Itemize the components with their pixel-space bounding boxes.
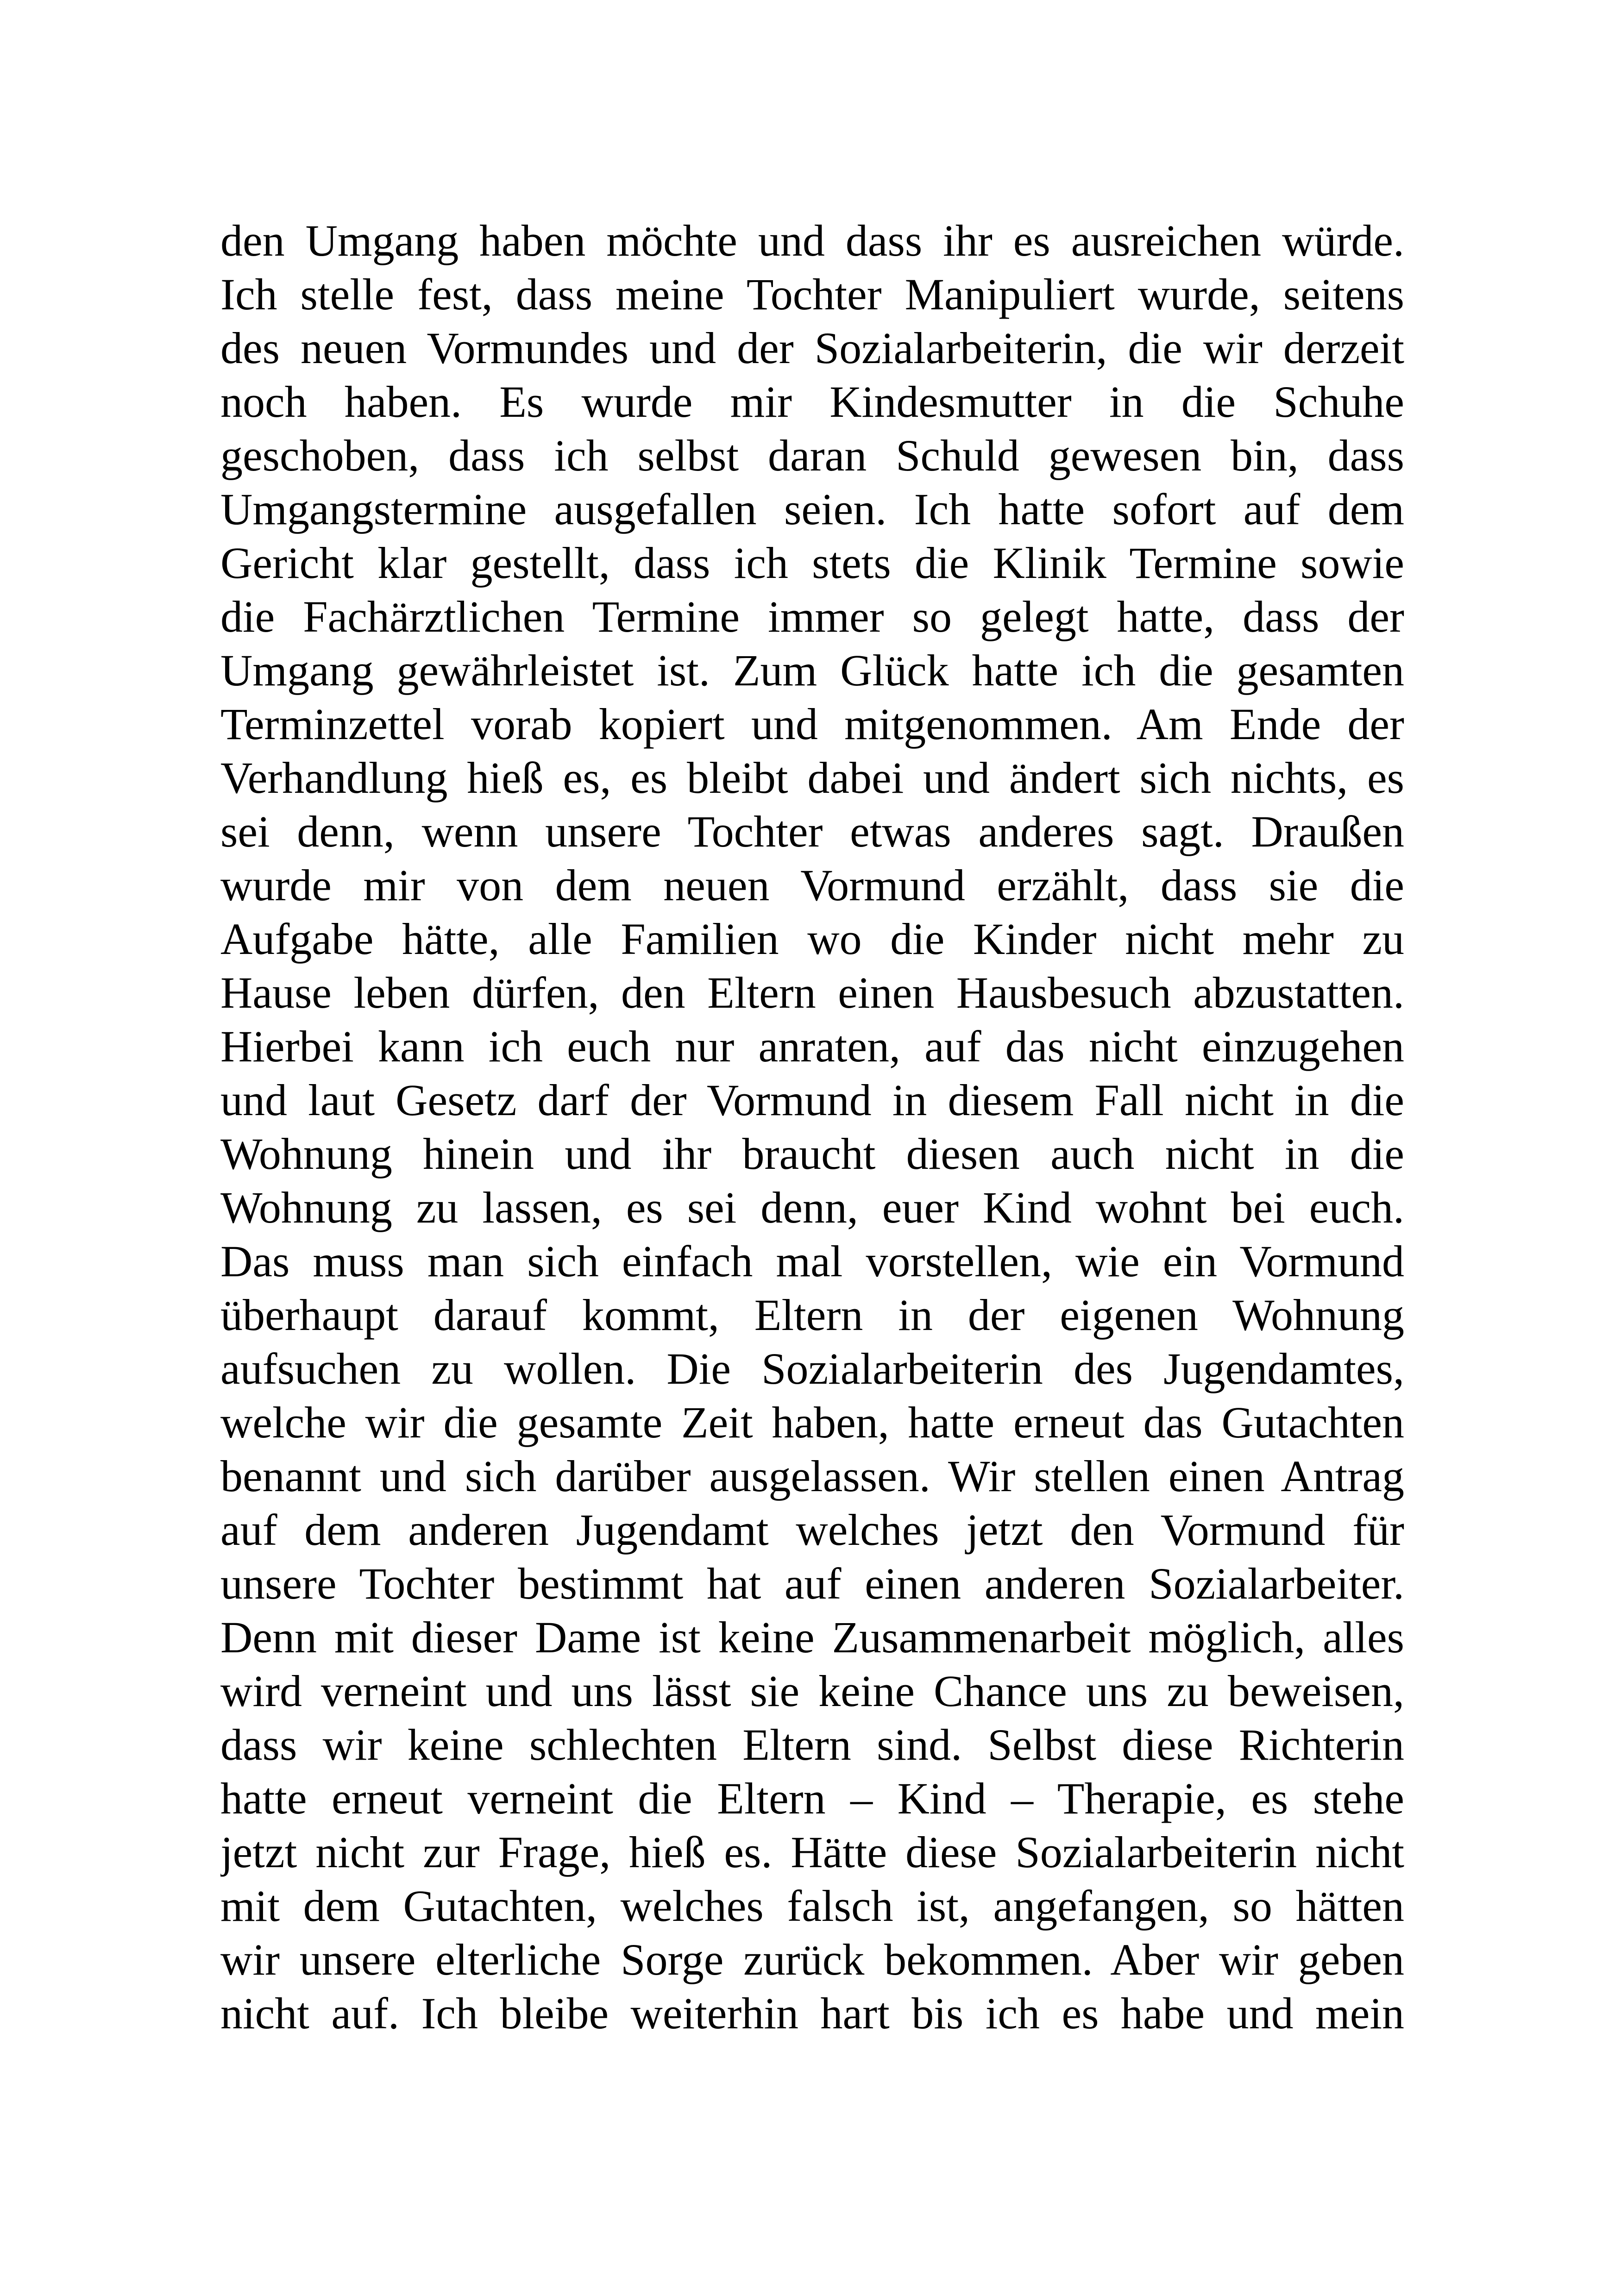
text-line: Gericht klar gestellt, dass ich stets die Klinik Termine sowie — [220, 538, 1404, 588]
text-line: des neuen Vormundes und der Sozialarbeiterin, die wir derzeit — [220, 323, 1404, 373]
text-line: auf dem anderen Jugendamt welches jetzt den Vormund für — [220, 1505, 1404, 1555]
text-line: überhaupt darauf kommt, Eltern in der eigenen Wohnung — [220, 1290, 1404, 1340]
text-line: und laut Gesetz darf der Vormund in diesem Fall nicht in die — [220, 1075, 1404, 1125]
text-line: noch haben. Es wurde mir Kindesmutter in die Schuhe — [220, 377, 1404, 427]
text-line: Das muss man sich einfach mal vorstellen, wie ein Vormund — [220, 1236, 1404, 1286]
text-line: Wohnung zu lassen, es sei denn, euer Kind wohnt bei euch. — [220, 1183, 1404, 1232]
text-line: Denn mit dieser Dame ist keine Zusammenarbeit möglich, alles — [220, 1612, 1404, 1662]
text-line: Terminzettel vorab kopiert und mitgenommen. Am Ende der — [220, 699, 1404, 749]
text-line: wurde mir von dem neuen Vormund erzählt, dass sie die — [220, 860, 1404, 910]
text-line: Aufgabe hätte, alle Familien wo die Kinder nicht mehr zu — [220, 914, 1404, 964]
text-line: Wohnung hinein und ihr braucht diesen auch nicht in die — [220, 1129, 1404, 1179]
text-line: nicht auf. Ich bleibe weiterhin hart bis ich es habe und mein — [220, 1989, 1404, 2038]
text-line: den Umgang haben möchte und dass ihr es ausreichen würde. — [220, 216, 1404, 265]
text-line: wird verneint und uns lässt sie keine Chance uns zu beweisen, — [220, 1666, 1404, 1716]
text-line: Umgang gewährleistet ist. Zum Glück hatte ich die gesamten — [220, 646, 1404, 695]
text-line: jetzt nicht zur Frage, hieß es. Hätte diese Sozialarbeiterin nicht — [220, 1827, 1404, 1877]
body-text — [220, 214, 1404, 2040]
text-line: Hause leben dürfen, den Eltern einen Hausbesuch abzustatten. — [220, 968, 1404, 1017]
text-line: Ich stelle fest, dass meine Tochter Manipuliert wurde, seitens — [220, 270, 1404, 319]
text-line: geschoben, dass ich selbst daran Schuld gewesen bin, dass — [220, 431, 1404, 480]
text-line: welche wir die gesamte Zeit haben, hatte erneut das Gutachten — [220, 1398, 1404, 1447]
text-line: die Fachärztlichen Termine immer so gelegt hatte, dass der — [220, 592, 1404, 641]
text-line: wir unsere elterliche Sorge zurück bekommen. Aber wir geben — [220, 1935, 1404, 1984]
text-line: dass wir keine schlechten Eltern sind. Selbst diese Richterin — [220, 1720, 1404, 1769]
text-line: hatte erneut verneint die Eltern – Kind – Therapie, es stehe — [220, 1774, 1404, 1823]
text-line: sei denn, wenn unsere Tochter etwas anderes sagt. Draußen — [220, 807, 1404, 856]
text-line: Verhandlung hieß es, es bleibt dabei und ändert sich nichts, es — [220, 753, 1404, 803]
text-line: Umgangstermine ausgefallen seien. Ich hatte sofort auf dem — [220, 484, 1404, 534]
text-line: Hierbei kann ich euch nur anraten, auf das nicht einzugehen — [220, 1022, 1404, 1071]
text-line: mit dem Gutachten, welches falsch ist, angefangen, so hätten — [220, 1881, 1404, 1931]
text-line: aufsuchen zu wollen. Die Sozialarbeiterin des Jugendamtes, — [220, 1344, 1404, 1393]
text-line: unsere Tochter bestimmt hat auf einen anderen Sozialarbeiter. — [220, 1559, 1404, 1608]
text-line: benannt und sich darüber ausgelassen. Wir stellen einen Antrag — [220, 1451, 1404, 1501]
